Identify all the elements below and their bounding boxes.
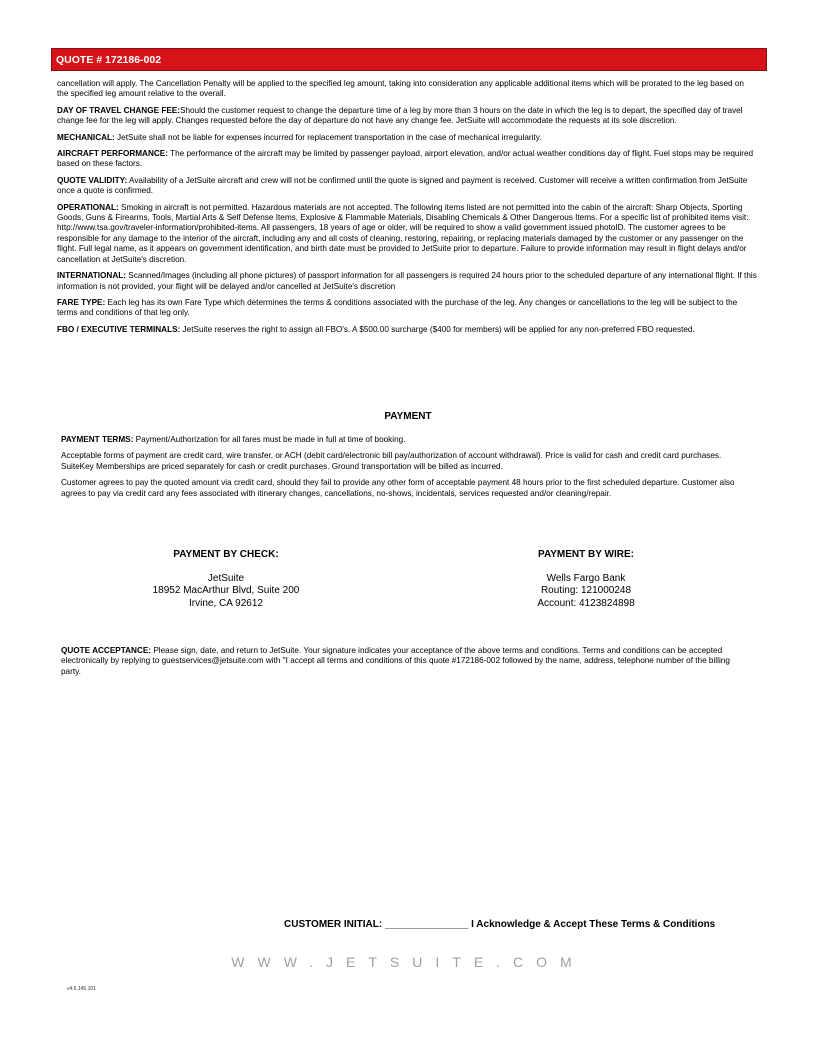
check-address: 18952 MacArthur Blvd, Suite 200 [152, 585, 300, 597]
payment-title: PAYMENT [384, 411, 432, 422]
cancellation-paragraph: cancellation will apply. The Cancellation Penalty will be applied to the specified leg amount, taking into consideration any applicable additional items which will be prorated to the leg based on the specified leg amount relative to the overall. [57, 79, 744, 99]
check-city: Irvine, CA 92612 [189, 597, 263, 609]
website-footer: WWW.JETSUITE.COM [231, 954, 585, 970]
check-title: PAYMENT BY CHECK: [173, 549, 279, 560]
international-paragraph: INTERNATIONAL: Scanned/Images (including all phone pictures) of passport information for all passengers is required 24 hours prior to the scheduled departure of any international flight. If this information is not provided, your flight will be delayed and/or cancelled at JetSuite's discretion [57, 271, 757, 291]
quote-validity-paragraph: QUOTE VALIDITY: Availability of a JetSuite aircraft and crew will not be confirmed until the quote is signed and payment is received. Customer will receive a written confirmation from JetSuite once a quote is confirmed. [57, 175, 748, 196]
quote-header-bar [51, 48, 767, 71]
wire-account: Account: 4123824898 [537, 597, 635, 609]
payment-forms-paragraph: Acceptable forms of payment are credit card, wire transfer, or ACH (debit card/electronic bill pay/authorization of account withdrawal). Price is valid for cash and credit card purchases. SuiteKey Memberships are priced separately for cash or credit purchases. Ground transportation will be billed as incurred. [61, 451, 722, 471]
wire-title: PAYMENT BY WIRE: [538, 549, 634, 560]
terms-section [57, 79, 757, 341]
fbo-paragraph: FBO / EXECUTIVE TERMINALS: JetSuite reserves the right to assign all FBO's. A $500.00 surcharge ($400 for members) will be applied for any non-preferred FBO requested. [57, 324, 695, 334]
payment-section [61, 435, 751, 505]
wire-routing: Routing: 121000248 [540, 585, 632, 597]
payment-by-check [96, 549, 356, 610]
quote-number: QUOTE # 172186-002 [56, 54, 162, 66]
version-label: v4.6.145.101 [67, 986, 96, 992]
payment-by-wire [456, 549, 716, 610]
payment-terms-paragraph: PAYMENT TERMS: Payment/Authorization for all fares must be made in full at time of booking. [61, 435, 406, 444]
check-payee: JetSuite [207, 573, 245, 585]
day-change-paragraph: DAY OF TRAVEL CHANGE FEE:Should the customer request to change the departure time of a leg by more than 3 hours on the date in which the leg is to depart, the specified day of travel change fee for the leg will apply. Changes requested before the day of departure do not have any change fee. JetSuite will accommodate the requests at its sole discretion. [57, 105, 743, 126]
payment-agreement-paragraph: Customer agrees to pay the quoted amount via credit card, should they fail to provide any other form of acceptable payment 48 hours prior to the first scheduled departure. Customer also agrees to pay via credit card any fees associated with itinerary changes, cancellations, no-shows, incidentals, services requested and/or cleaning/repair. [61, 478, 735, 498]
customer-initial-line: CUSTOMER INITIAL: _______________ I Acknowledge & Accept These Terms & Conditions [284, 919, 716, 930]
mechanical-paragraph: MECHANICAL: JetSuite shall not be liable for expenses incurred for replacement transportation in the case of mechanical irregularity. [57, 132, 542, 142]
operational-paragraph: OPERATIONAL: Smoking in aircraft is not permitted. Hazardous materials are not accepted. The following items listed are not permitted into the cabin of the aircraft: Sharp Objects, Sporting Goods, Guns & Firearms, Tools, Martial Arts & Self Defense Items, Explosive & Flammable Materials, Disabling Chemicals & Other Dangerous Items. For a specific list of prohibited items visit: http://www.tsa.gov/traveler-information/prohibited-items. All passengers, 18 years of age or older, will be required to show a valid government issued photoID. The customer agrees to be responsible for any damage to the interior of the aircraft, including any and all costs of cleaning, restoring, repairing, or replacing materials damaged by the customer or any passenger on the flight. Full legal name, as it appears on government identification, and birth date must be provided to JetSuite prior to departure. Failure to provide information may result in flight delays and/or cancellation at JetSuite's discretion. [57, 202, 749, 264]
quote-acceptance-paragraph: QUOTE ACCEPTANCE: Please sign, date, and return to JetSuite. Your signature indicates your acceptance of the above terms and conditions. Terms and conditions can be accepted electronically by replying to guestservices@jetsuite.com with "I accept all terms and conditions of this quote #172186-002 followed by the name, address, telephone number of the billing party. [61, 646, 730, 676]
fare-type-paragraph: FARE TYPE: Each leg has its own Fare Type which determines the terms & conditions associated with the purchase of the leg. Any changes or cancellations to the leg will be subject to the terms and conditions of that leg only. [57, 297, 738, 318]
wire-bank: Wells Fargo Bank [546, 573, 626, 585]
aircraft-performance-paragraph: AIRCRAFT PERFORMANCE: The performance of the aircraft may be limited by passenger payload, airport elevation, and/or actual weather conditions day of flight. Fuel stops may be required based on these factors. [57, 149, 754, 169]
